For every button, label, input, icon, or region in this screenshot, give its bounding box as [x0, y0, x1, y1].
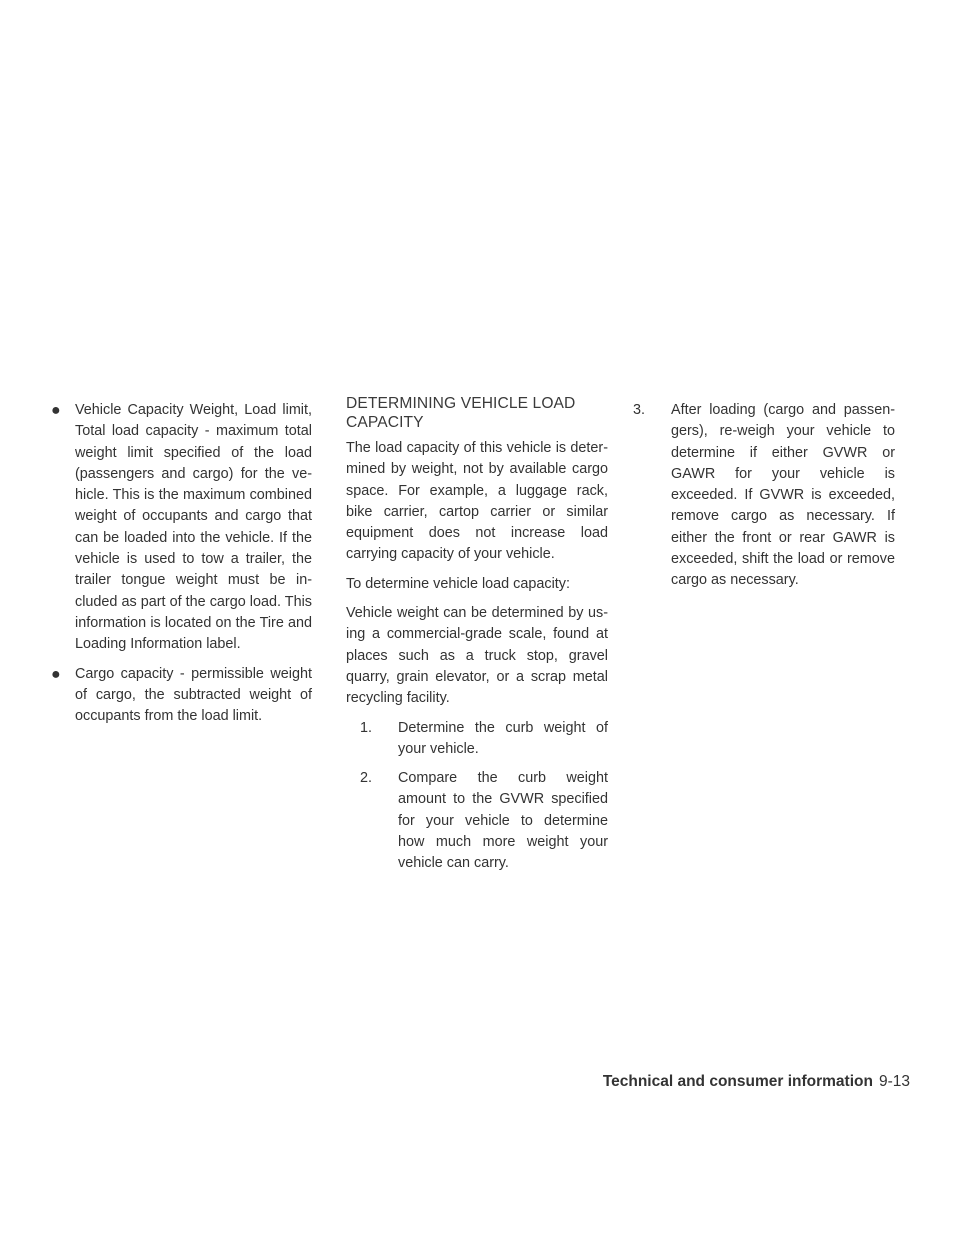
column-right [633, 400, 895, 600]
step-number: 2. [360, 770, 373, 787]
list-item [50, 664, 312, 728]
list-item [360, 718, 608, 761]
step-text: Determine the curb weight of your vehicle. [398, 719, 608, 757]
paragraph: To determine vehicle load capacity: [346, 575, 570, 592]
step-list [360, 718, 608, 875]
step-number: 1. [360, 719, 373, 736]
paragraph: The load capacity of this vehicle is determined by weight, not by available cargo space. For example, a luggage rack, bike carrier, cartop carrier or similar equipment does not increase load carrying capacity of your vehicle. [346, 440, 608, 563]
bullet-list [50, 400, 312, 727]
page-number: 9-13 [878, 1073, 910, 1090]
page-footer [560, 1072, 910, 1092]
step-text: After loading (cargo and passengers), re-weigh your vehicle to determine if either GVWR or GAWR for your vehicle is exceeded. If GVWR is exceeded, remove cargo as necessary. If either the front or rear GAWR is exceeded, shift the load or remove cargo as necessary. [671, 402, 895, 589]
list-item [360, 768, 608, 874]
column-left [50, 400, 312, 735]
step-text: Compare the curb weight amount to the GVWR specified for your vehicle to determine how much more weight your vehicle can carry. [398, 770, 608, 872]
section-heading: DETERMINING VEHICLE LOAD CAPACITY [346, 395, 576, 431]
list-item [633, 400, 895, 592]
bullet-text: Cargo capacity - permissible weight of cargo, the subtracted weight of occupants from the load limit. [75, 665, 312, 725]
step-number: 3. [633, 402, 646, 418]
bullet-text: Vehicle Capacity Weight, Load limit, Total load capacity - maximum total weight limit specified of the load (passengers and cargo) for the vehicle. This is the maximum combined weight of occupants and cargo that can be loaded into the vehicle. If the vehicle is used to tow a trailer, the trailer tongue weight must be included as part of the cargo load. This information is located on the Tire and Loading Information label. [75, 402, 312, 653]
bullet-icon: ● [51, 402, 61, 419]
paragraph: Vehicle weight can be determined by using a commercial-grade scale, found at places such as a truck stop, gravel quarry, grain elevator, or a scrap metal recycling facility. [346, 605, 608, 707]
column-middle [346, 395, 608, 883]
list-item [50, 400, 312, 656]
footer-section-title: Technical and consumer information [602, 1073, 873, 1090]
step-list [633, 400, 895, 592]
bullet-icon: ● [51, 665, 61, 683]
